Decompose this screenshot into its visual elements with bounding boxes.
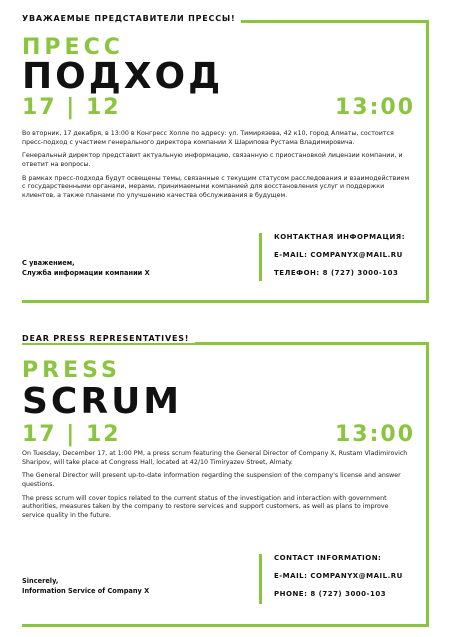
greeting: DEAR PRESS REPRESENTATIVES! [22,334,195,343]
press-notice-en [0,318,450,637]
contact-block [259,233,429,281]
press-notice-ru [0,0,450,318]
contact-email[interactable]: E-MAIL: COMPANYX@MAIL.RU [274,251,403,259]
contact-phone[interactable]: PHONE: 8 (727) 3000-103 [274,590,387,598]
greeting: УВАЖАЕМЫЕ ПРЕДСТАВИТЕЛИ ПРЕССЫ! [22,14,241,23]
body-text [22,450,412,526]
event-date: 17 | 12 [22,95,121,120]
signoff-line2: Information Service of Company X [22,586,150,595]
paragraph: The General Director will present up-to-date information regarding the suspension of the company's license and answer questions. [22,472,401,489]
title-line1: PRESS [22,358,121,383]
title-line2: SCRUM [22,381,183,422]
paragraph: On Tuesday, December 17, at 1:00 PM, a press scrum featuring the General Director of Company X, Rustam Vladimirovich Sharipov, will take place at Congress Hall, located at 42/10 Timiryazev Street, Almaty. [22,450,408,466]
contacts-title: КОНТАКТНАЯ ИНФОРМАЦИЯ: [274,233,405,241]
title-line1: ПРЕСС [22,35,124,60]
signoff [22,259,150,279]
signoff [22,577,149,597]
contact-email[interactable]: E-MAIL: COMPANYX@MAIL.RU [274,572,403,580]
paragraph: В рамках пресс-подхода будут освещены темы, связанные с текущим статусом расследования и взаимодействием с государственными органами, мерами, принимаемыми компанией для восстановления услуг и поддержки клиентов, а также планами по улучшению качества обслуживания в будущем. [22,174,410,200]
paragraph: Генеральный директор представит актуальную информацию, связанную с приостановкой лицензии компании, и ответит на вопросы. [22,152,403,169]
event-time: 13:00 [334,422,415,447]
signoff-line1: Sincerely, [22,577,59,585]
paragraph: The press scrum will cover topics related to the current status of the investigation and interaction with government authorities, measures taken by the company to restore services and support customers, as well as plans to improve service quality in the future. [22,494,389,520]
event-date: 17 | 12 [22,422,121,447]
signoff-line1: С уважением, [22,259,75,267]
contact-phone[interactable]: ТЕЛЕФОН: 8 (727) 3000-103 [274,269,399,277]
event-time: 13:00 [334,95,415,120]
contact-block [259,554,429,604]
contacts-title: CONTACT INFORMATION: [274,554,382,562]
title-line2: ПОДХОД [22,56,224,97]
paragraph: Во вторник, 17 декабря, в 13:00 в Конгресс Холле по адресу: ул. Тимирязева, 42 к10, город Алматы, состоится пресс-подход с участием генерального директора компании X Шарипова Рустама Владимировича. [22,130,394,146]
body-text [22,130,412,206]
signoff-line2: Служба информации компании Х [22,268,150,277]
